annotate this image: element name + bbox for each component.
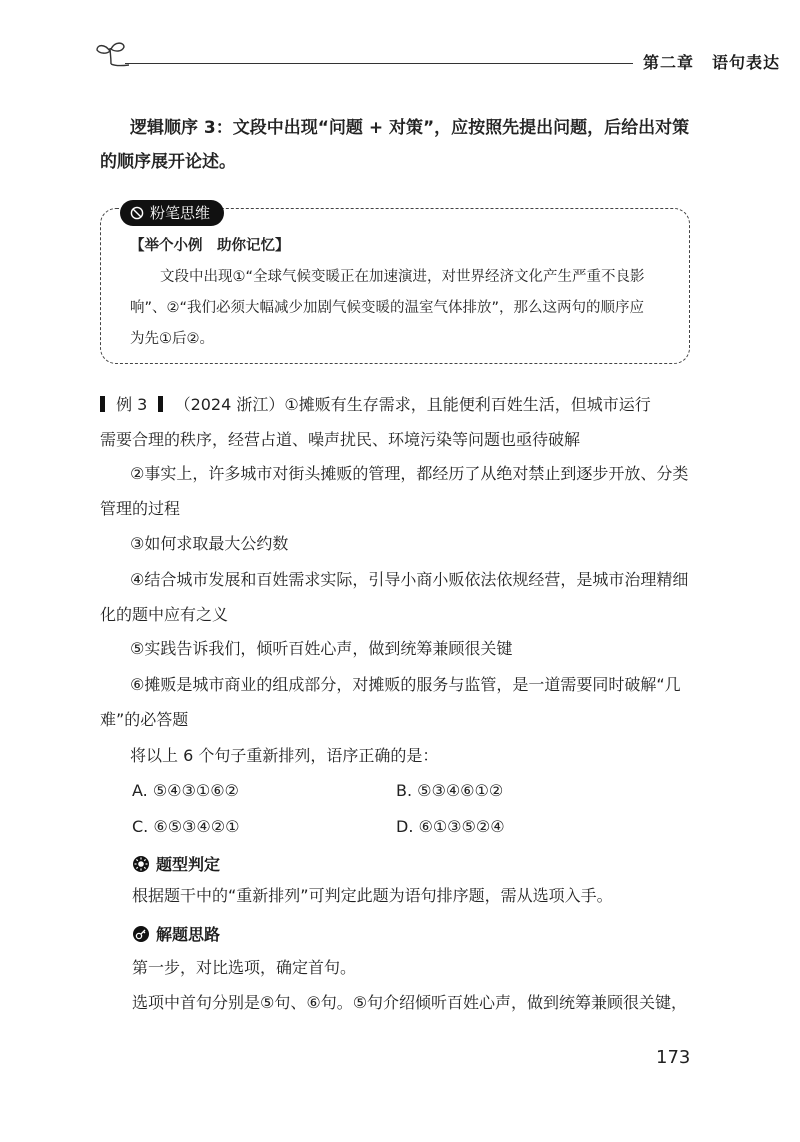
example-sentence-1: （2024 浙江）①摊贩有生存需求，且能便利百姓生活，但城市运行	[174, 395, 651, 414]
tip-tag	[120, 200, 224, 226]
option-d: D. ⑥①③⑤②④	[396, 817, 505, 836]
sun-icon	[132, 855, 150, 873]
example-line-2: 需要合理的秩序，经营占道、噪声扰民、环境污染等问题也亟待破解	[100, 430, 581, 449]
type-judgement-text: 根据题干中的“重新排列”可判定此题为语句排序题，需从选项入手。	[132, 886, 613, 905]
solution-heading	[132, 922, 220, 945]
sentence-6-line-2: 难”的必答题	[100, 710, 189, 729]
sentence-4-line-2: 化的题中应有之义	[100, 605, 229, 624]
type-judgement-title: 题型判定	[156, 855, 221, 874]
key-icon	[132, 925, 150, 943]
no-entry-icon	[130, 206, 144, 220]
header-title	[643, 50, 780, 73]
tip-line-1: 文段中出现①“全球气候变暖正在加速演进，对世界经济文化产生严重不良影	[160, 269, 645, 285]
example-marker-left	[100, 396, 105, 412]
sentence-5: ⑤实践告诉我们，倾听百姓心声，做到统筹兼顾很关键	[130, 639, 513, 658]
question-stem: 将以上 6 个句子重新排列，语序正确的是：	[130, 746, 439, 765]
sentence-2-line-2: 管理的过程	[100, 499, 181, 518]
page-header	[95, 36, 781, 76]
solution-title: 解题思路	[156, 925, 221, 944]
sentence-3: ③如何求取最大公约数	[130, 534, 289, 553]
sentence-2-line-1: ②事实上，许多城市对街头摊贩的管理，都经历了从绝对禁止到逐步开放、分类	[130, 464, 689, 483]
tip-title: 【举个小例 助你记忆】	[130, 238, 290, 254]
tip-line-2: 响”、②“我们必须大幅减少加剧气候变暖的温室气体排放”，那么这两句的顺序应	[130, 300, 645, 316]
section-label: 语句表达	[712, 53, 781, 72]
solution-step-1: 第一步，对比选项，确定首句。	[132, 958, 357, 977]
option-c: C. ⑥⑤③④②①	[132, 817, 240, 836]
rule-line-1: 逻辑顺序 3：文段中出现“问题 + 对策”，应按照先提出问题，后给出对策	[130, 118, 690, 138]
header-rule	[125, 63, 633, 64]
sprout-icon	[95, 38, 129, 68]
sentence-6-line-1: ⑥摊贩是城市商业的组成部分，对摊贩的服务与监管，是一道需要同时破解“几	[130, 675, 681, 694]
example-line-1	[100, 395, 651, 415]
type-judgement-heading	[132, 852, 220, 875]
option-b: B. ⑤③④⑥①②	[396, 781, 504, 800]
tip-line-3: 为先①后②。	[130, 331, 214, 347]
option-a: A. ⑤④③①⑥②	[132, 781, 239, 800]
tip-tag-label: 粉笔思维	[150, 204, 211, 222]
example-marker-right	[158, 396, 163, 412]
solution-text: 选项中首句分别是⑤句、⑥句。⑤句介绍倾听百姓心声，做到统筹兼顾很关键，	[132, 993, 688, 1012]
sentence-4-line-1: ④结合城市发展和百姓需求实际，引导小商小贩依法依规经营，是城市治理精细	[130, 570, 689, 589]
example-label: 例 3	[116, 395, 148, 414]
rule-line-2: 的顺序展开论述。	[100, 152, 236, 172]
page-number: 173	[656, 1047, 691, 1068]
chapter-label: 第二章	[643, 53, 695, 72]
